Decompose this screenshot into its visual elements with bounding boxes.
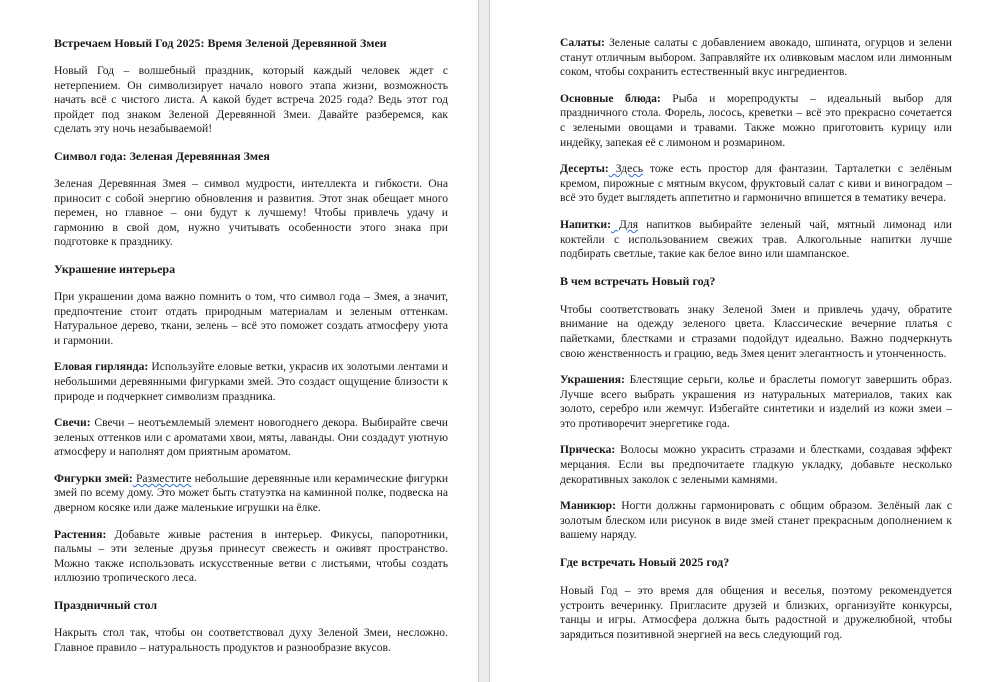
nails-paragraph xyxy=(560,499,952,543)
page-separator xyxy=(478,0,490,682)
outfit-heading: В чем встречать Новый год? xyxy=(560,273,716,288)
nails-lead: Маникюр: xyxy=(560,499,616,513)
hair-paragraph xyxy=(560,443,952,487)
hair-text: Волосы можно украсить стразами и блестками, создавая эффект мерцания. Если вы предпочитаете гладкую укладку, добавьте несколько декоративных заколок с зелеными камнями. xyxy=(560,443,952,486)
drinks-paragraph xyxy=(560,218,952,262)
candles-lead: Свечи: xyxy=(54,416,91,430)
intro-paragraph: Новый Год – волшебный праздник, который каждый человек ждет с нетерпением. Он символизирует начало нового этапа жизни, возможность начать всё с чистого листа. А какой будет встреча 2025 года? Ведь этот год пройдет под знаком Зеленой Деревянной Змеи. Давайте разберемся, как сделать эту ночь незабываемой! xyxy=(54,64,448,136)
table-heading: Праздничный стол xyxy=(54,598,158,613)
mains-paragraph xyxy=(560,92,952,150)
jewelry-lead: Украшения: xyxy=(560,373,625,387)
figures-text: небольшие деревянные или керамические фигурки змей по всему дому. Это может быть статуэтка на каминной полке, подвеска на дверном косяке или даже маленькие игрушки на ёлке. xyxy=(54,471,449,515)
grammar-marked-word[interactable]: Для xyxy=(610,217,639,231)
candles-text: Свечи – неотъемлемый элемент новогоднего декора. Выбирайте свечи зеленых оттенков или с ароматами хвои, мяты, лаванды. Они создадут уютную атмосферу и наполнят дом приятным ароматом. xyxy=(54,416,448,459)
symbol-heading: Символ года: Зеленая Деревянная Змея xyxy=(54,148,270,163)
jewelry-paragraph xyxy=(560,373,952,431)
document-title: Встречаем Новый Год 2025: Время Зеленой Деревянной Змеи xyxy=(54,36,387,50)
garland-paragraph xyxy=(54,360,448,404)
grammar-marked-word[interactable]: Разместите xyxy=(132,471,192,485)
table-paragraph: Накрыть стол так, чтобы он соответствовал духу Зеленой Змеи, несложно. Главное правило – натуральность продуктов и разнообразие вкусов. xyxy=(54,626,448,654)
where-heading: Где встречать Новый 2025 год? xyxy=(560,555,730,570)
jewelry-text: Блестящие серьги, колье и браслеты помогут завершить образ. Лучше всего выбрать украшения из натуральных материалов, таких как золото, серебро или жемчуг. Избегайте синтетики и изделий из кожи змеи – это противоречит энергетике года. xyxy=(560,373,952,430)
page-left[interactable] xyxy=(0,0,478,682)
symbol-paragraph: Зеленая Деревянная Змея – символ мудрости, интеллекта и гибкости. Она приносит с собой энергию обновления и развития. Этот знак обещает много перемен, но главное – они будут к лучшему! Чтобы привлечь удачу и гармонию в свой дом, нужно учитывать особенности этого знака при подготовке к празднику. xyxy=(54,176,448,249)
drinks-lead: Напитки: xyxy=(560,217,611,231)
salads-text: Зеленые салаты с добавлением авокадо, шпината, огурцов и зелени станут отличным выбором. Заправляйте их оливковым маслом или лимонным соком, чтобы сохранить естественный вкус ингредиентов. xyxy=(560,36,952,79)
salads-paragraph xyxy=(560,36,952,80)
figures-lead: Фигурки змей: xyxy=(54,471,133,485)
interior-heading: Украшение интерьера xyxy=(54,261,176,276)
plants-lead: Растения: xyxy=(54,527,107,541)
mains-text: Рыба и морепродукты – идеальный выбор для праздничного стола. Форель, лосось, креветки – всё это прекрасно сочетается с зелеными овощами и травами. Также можно приготовить курицу или индейку, запекая её с лимоном и розмарином. xyxy=(560,91,953,149)
drinks-text: напитков выбирайте зеленый чай, мятный лимонад или коктейли с использованием свежих трав. Алкогольные напитки лучше подбирать светлые, такие как белое вино или шампанское. xyxy=(560,217,952,261)
grammar-marked-word[interactable]: Здесь xyxy=(608,162,644,176)
salads-lead: Салаты: xyxy=(560,36,605,49)
desserts-lead: Десерты: xyxy=(560,162,609,176)
where-paragraph: Новый Год – это время для общения и веселья, поэтому рекомендуется устроить вечеринку. Пригласите друзей и близких, организуйте конкурсы, танцы и игры. Атмосфера должна быть радостной и дружелюбной, чтобы зарядиться позитивной энергией на весь следующий год. xyxy=(560,584,952,641)
interior-paragraph: При украшении дома важно помнить о том, что символ года – Змея, а значит, предпочтение стоит отдать природным материалам и зеленым оттенкам. Натуральное дерево, ткани, зелень – всё это поможет создать атмосферу уюта и гармонии. xyxy=(54,289,448,347)
figures-paragraph xyxy=(54,472,448,516)
desserts-paragraph xyxy=(560,162,952,206)
plants-text: Добавьте живые растения в интерьер. Фикусы, папоротники, пальмы – эти зеленые друзья принесут свежесть и оживят пространство. Можно также использовать искусственные ветви с листьями, чтобы создать иллюзию тропического леса. xyxy=(54,527,448,585)
plants-paragraph xyxy=(54,528,448,586)
garland-lead: Еловая гирлянда: xyxy=(54,360,149,374)
desserts-text: тоже есть простор для фантазии. Тарталетки с зелёным кремом, пирожные с мятным вкусом, фруктовый салат с киви и виноградом – всё это будет выглядеть аппетитно и гармонично впишется в тематику вечера. xyxy=(560,162,953,205)
nails-text: Ногти должны гармонировать с общим образом. Зелёный лак с золотым блеском или рисунок в виде змей станет прекрасным дополнением к вашему наряду. xyxy=(560,499,952,542)
mains-lead: Основные блюда: xyxy=(560,91,661,105)
candles-paragraph xyxy=(54,416,448,460)
page-right[interactable] xyxy=(490,0,984,682)
hair-lead: Прическа: xyxy=(560,443,616,457)
garland-text: Используйте еловые ветки, украсив их золотыми лентами и небольшими деревянными фигурками змей. Это создаст ощущение близости к природе и подчеркнет символизм праздника. xyxy=(54,360,448,403)
outfit-paragraph: Чтобы соответствовать знаку Зеленой Змеи и привлечь удачу, обратите внимание на одежду зеленого цвета. Классические вечерние платья с пайетками, блестками и стразами подойдут идеально. Важно подчеркнуть свою женственность и грацию, ведь Змея ценит элегантность и утонченность. xyxy=(560,302,952,360)
